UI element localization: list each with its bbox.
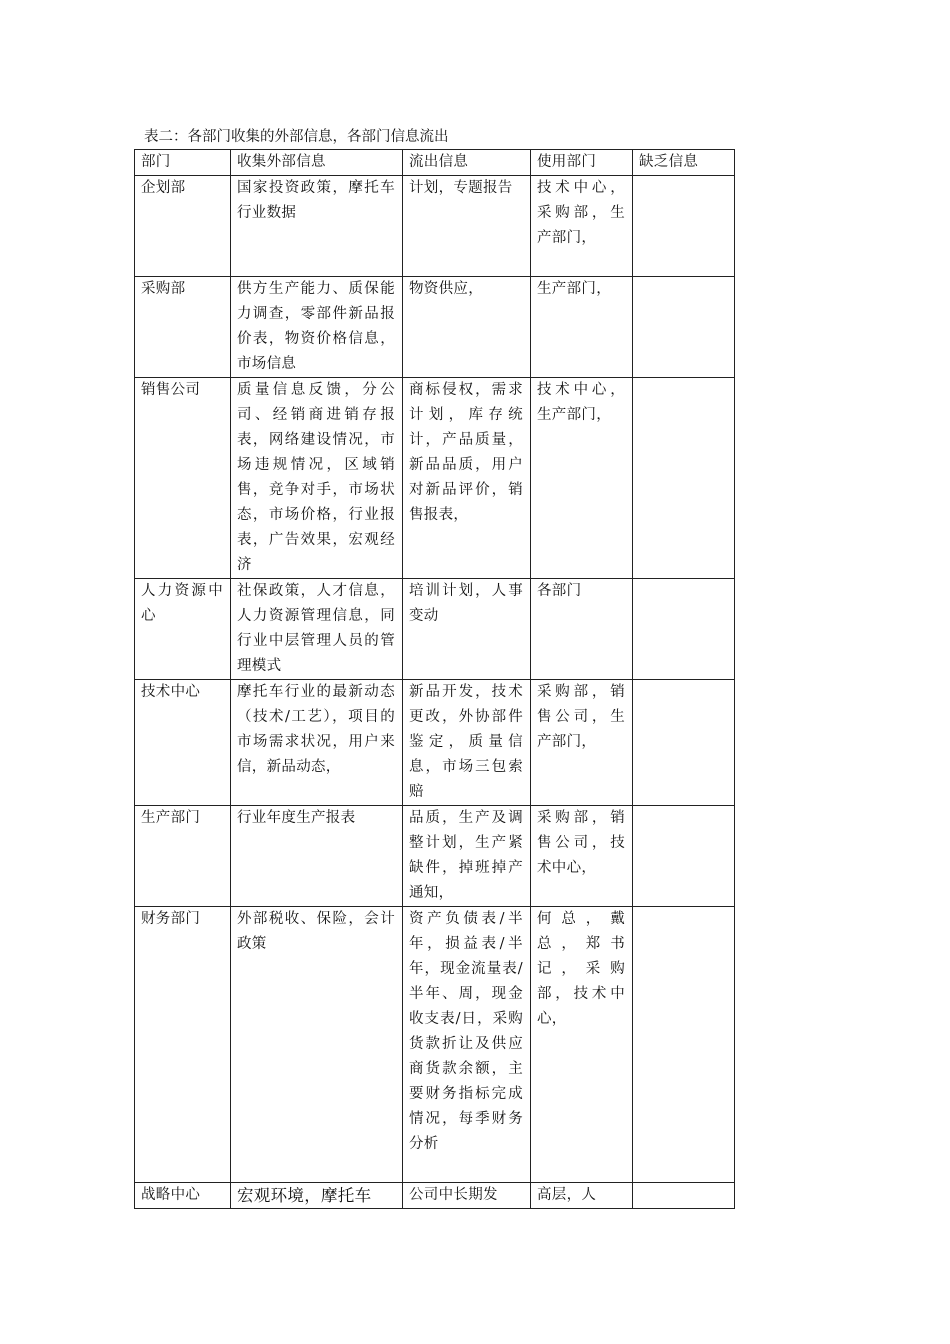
cell-lacking-info <box>633 907 735 1183</box>
cell-outflow-info: 资产负债表/半年，损益表/半年，现金流量表/半年、周，现金收支表/日，采购货款折让及供应商货款余额，主要财务指标完成情况，每季财务分析 <box>403 907 531 1183</box>
cell-lacking-info <box>633 680 735 806</box>
cell-lacking-info <box>633 1183 735 1209</box>
cell-department: 生产部门 <box>135 806 231 907</box>
cell-department: 技术中心 <box>135 680 231 806</box>
cell-collected-info: 外部税收、保险，会计政策 <box>231 907 403 1183</box>
cell-using-departments: 生产部门， <box>531 277 633 378</box>
cell-collected-info: 质量信息反馈，分公司、经销商进销存报表，网络建设情况，市场违规情况，区域销售，竞争对手，市场状态，市场价格，行业报表，广告效果，宏观经济 <box>231 378 403 579</box>
cell-department: 采购部 <box>135 277 231 378</box>
cell-outflow-info: 新品开发，技术更改，外协部件鉴定，质量信息，市场三包索赔 <box>403 680 531 806</box>
cell-department: 财务部门 <box>135 907 231 1183</box>
cell-lacking-info <box>633 806 735 907</box>
cell-department: 企划部 <box>135 176 231 277</box>
cell-collected-info: 社保政策，人才信息，人力资源管理信息，同行业中层管理人员的管理模式 <box>231 579 403 680</box>
cell-using-departments: 采购部，销售公司，技术中心， <box>531 806 633 907</box>
cell-collected-info: 国家投资政策，摩托车行业数据 <box>231 176 403 277</box>
cell-lacking-info <box>633 579 735 680</box>
cell-department: 人力资源中心 <box>135 579 231 680</box>
cell-lacking-info <box>633 277 735 378</box>
table-row <box>135 680 735 806</box>
cell-using-departments: 各部门 <box>531 579 633 680</box>
header-collected-info: 收集外部信息 <box>231 150 403 176</box>
cell-lacking-info <box>633 378 735 579</box>
cell-lacking-info <box>633 176 735 277</box>
cell-collected-info: 供方生产能力、质保能力调查，零部件新品报价表，物资价格信息，市场信息 <box>231 277 403 378</box>
cell-collected-info: 行业年度生产报表 <box>231 806 403 907</box>
cell-outflow-info: 物资供应， <box>403 277 531 378</box>
table-row <box>135 1183 735 1209</box>
cell-using-departments: 采购部，销售公司，生产部门， <box>531 680 633 806</box>
header-department: 部门 <box>135 150 231 176</box>
table-row <box>135 579 735 680</box>
cell-using-departments: 何总，戴总，郑书记，采购部，技术中心， <box>531 907 633 1183</box>
cell-collected-info: 摩托车行业的最新动态（技术/工艺），项目的市场需求状况，用户来信，新品动态， <box>231 680 403 806</box>
table-row <box>135 176 735 277</box>
cell-outflow-info: 公司中长期发 <box>403 1183 531 1209</box>
cell-outflow-info: 计划，专题报告 <box>403 176 531 277</box>
table-header-row <box>135 150 735 176</box>
table-row <box>135 806 735 907</box>
cell-outflow-info: 培训计划，人事变动 <box>403 579 531 680</box>
cell-outflow-info: 品质，生产及调整计划，生产紧缺件，掉班掉产通知， <box>403 806 531 907</box>
table-row <box>135 907 735 1183</box>
cell-collected-info: 宏观环境，摩托车 <box>231 1183 403 1209</box>
header-lacking-info: 缺乏信息 <box>633 150 735 176</box>
cell-using-departments: 技术中心，生产部门， <box>531 378 633 579</box>
table-caption: 表二：各部门收集的外部信息，各部门信息流出 <box>144 129 449 145</box>
cell-outflow-info: 商标侵权，需求计划，库存统计，产品质量，新品品质，用户对新品评价，销售报表， <box>403 378 531 579</box>
header-using-departments: 使用部门 <box>531 150 633 176</box>
department-info-table <box>134 149 735 1209</box>
cell-using-departments: 高层，人 <box>531 1183 633 1209</box>
cell-department: 战略中心 <box>135 1183 231 1209</box>
table-row <box>135 378 735 579</box>
cell-using-departments: 技术中心，采购部，生产部门， <box>531 176 633 277</box>
table-row <box>135 277 735 378</box>
header-outflow-info: 流出信息 <box>403 150 531 176</box>
cell-department: 销售公司 <box>135 378 231 579</box>
